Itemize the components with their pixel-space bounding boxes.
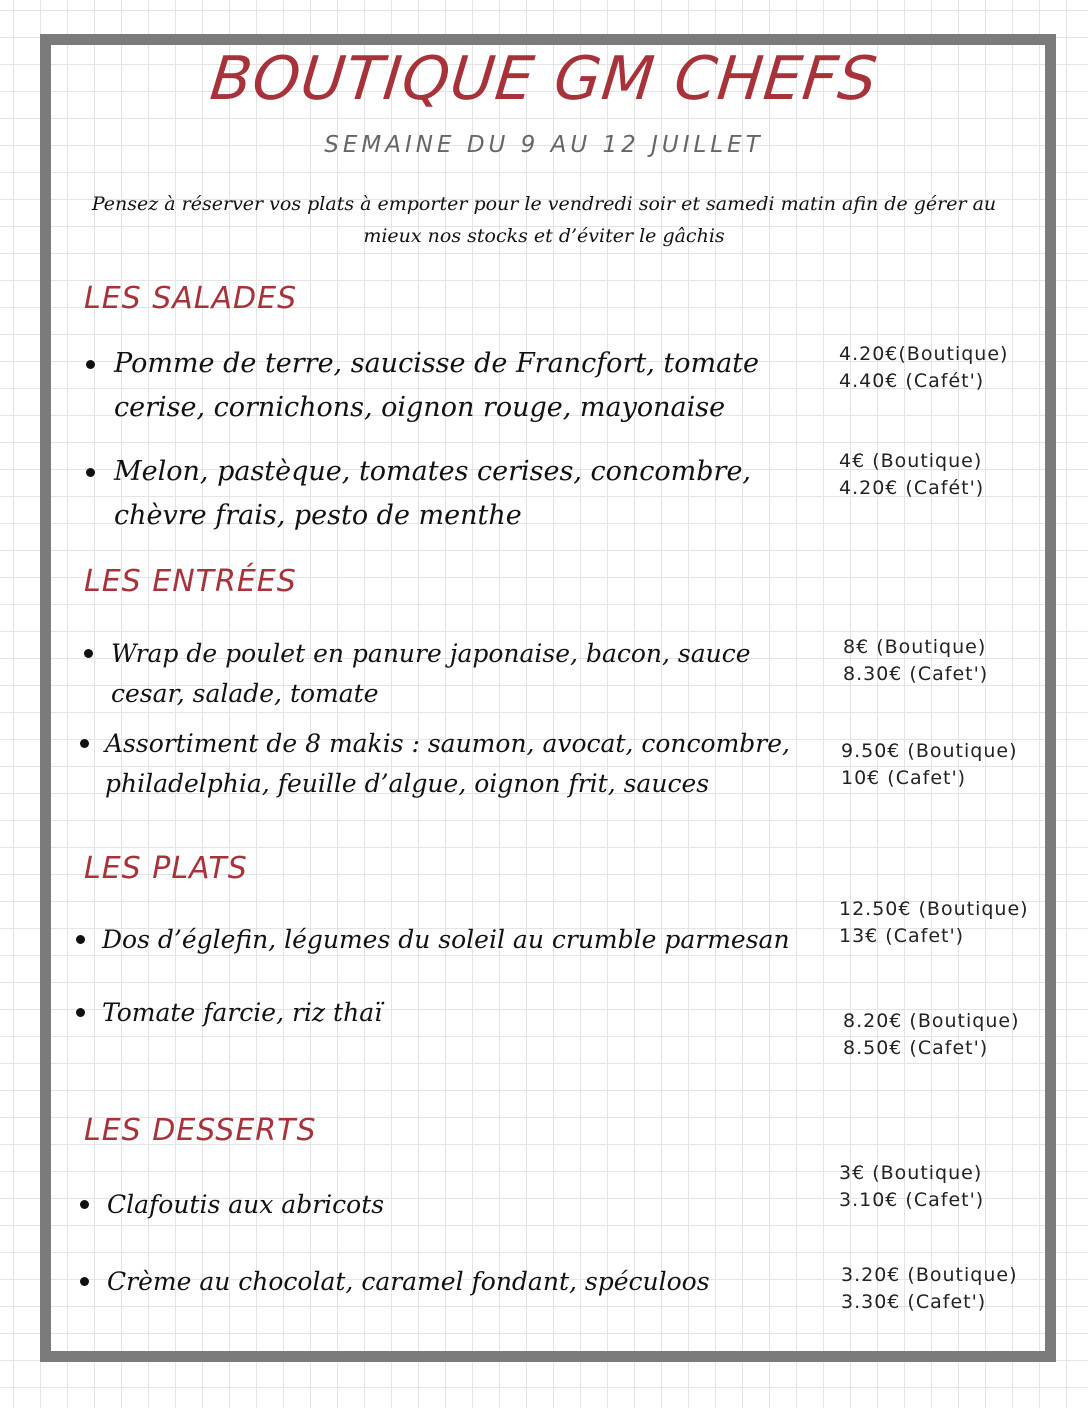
price-cafet: 8.50€ (Cafet')	[843, 1037, 989, 1059]
price-cafet: 3.10€ (Cafet')	[839, 1189, 985, 1211]
menu-item	[80, 1185, 820, 1225]
price-boutique: 8.20€ (Boutique)	[843, 1010, 1020, 1032]
menu-item-description: Clafoutis aux abricots	[107, 1190, 385, 1219]
price-cafet: 13€ (Cafet')	[839, 925, 965, 947]
menu-item	[86, 342, 786, 430]
menu-item-price	[843, 634, 988, 688]
bullet-icon	[76, 935, 85, 944]
menu-item-price	[839, 341, 1008, 395]
menu-item	[76, 993, 816, 1033]
bullet-icon	[86, 468, 95, 477]
menu-item	[84, 634, 784, 714]
page-title: BOUTIQUE GM CHEFS	[206, 44, 881, 114]
menu-item-description: Assortiment de 8 makis : saumon, avocat, concombre, philadelphia, feuille d’algue, oignon frit, sauces	[105, 729, 790, 798]
menu-item-price	[841, 738, 1017, 792]
menu-item-description: Tomate farcie, riz thaï	[102, 998, 383, 1027]
menu-item-description: Pomme de terre, saucisse de Francfort, tomate cerise, cornichons, oignon rouge, mayonaise	[114, 348, 759, 423]
menu-item-price	[839, 448, 984, 502]
bullet-icon	[84, 649, 93, 658]
section-heading-salades: LES SALADES	[84, 281, 298, 316]
menu-item-description: Melon, pastèque, tomates cerises, concombre, chèvre frais, pesto de menthe	[114, 456, 752, 531]
price-cafet: 4.40€ (Cafét')	[839, 370, 985, 392]
menu-item	[76, 920, 816, 960]
section-heading-plats: LES PLATS	[84, 851, 248, 886]
bullet-icon	[80, 739, 89, 748]
price-cafet: 4.20€ (Cafét')	[839, 477, 985, 499]
menu-item-price	[839, 1160, 984, 1214]
price-boutique: 12.50€ (Boutique)	[839, 898, 1029, 920]
price-cafet: 8.30€ (Cafet')	[843, 663, 989, 685]
section-heading-entrees: LES ENTRÉES	[84, 564, 297, 599]
menu-item	[80, 724, 800, 804]
bullet-icon	[80, 1277, 89, 1286]
price-boutique: 4€ (Boutique)	[839, 450, 983, 472]
menu-item-price	[843, 1008, 1019, 1062]
menu-item	[80, 1262, 820, 1302]
bullet-icon	[80, 1200, 89, 1209]
price-boutique: 8€ (Boutique)	[843, 636, 987, 658]
reservation-notice: Pensez à réserver vos plats à emporter pour le vendredi soir et samedi matin afin de gérer au mieux nos stocks et d’éviter le gâchis	[91, 193, 997, 247]
week-subtitle: SEMAINE DU 9 AU 12 JUILLET	[324, 132, 764, 158]
menu-item-description: Dos d’églefin, légumes du soleil au crumble parmesan	[102, 925, 790, 954]
price-boutique: 3.20€ (Boutique)	[841, 1264, 1018, 1286]
price-cafet: 10€ (Cafet')	[841, 767, 967, 789]
price-boutique: 4.20€(Boutique)	[839, 343, 1009, 365]
bullet-icon	[86, 360, 95, 369]
menu-item-description: Wrap de poulet en panure japonaise, bacon, sauce cesar, salade, tomate	[111, 639, 751, 708]
section-heading-desserts: LES DESSERTS	[84, 1113, 317, 1148]
bullet-icon	[76, 1008, 85, 1017]
price-boutique: 9.50€ (Boutique)	[841, 740, 1018, 762]
price-boutique: 3€ (Boutique)	[839, 1162, 983, 1184]
menu-item-price	[841, 1262, 1017, 1316]
menu-item-price	[839, 896, 1029, 950]
price-cafet: 3.30€ (Cafet')	[841, 1291, 987, 1313]
menu-item	[86, 450, 786, 538]
menu-item-description: Crème au chocolat, caramel fondant, spéculoos	[107, 1267, 710, 1296]
